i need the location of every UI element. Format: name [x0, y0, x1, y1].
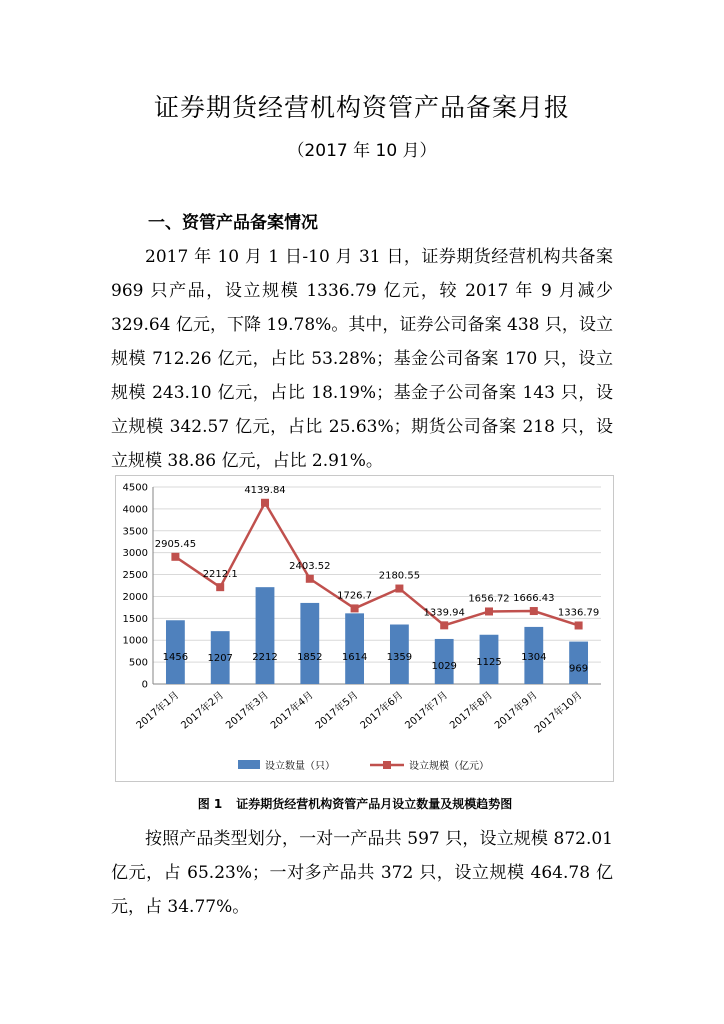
document-title: 证券期货经营机构资管产品备案月报 [153, 93, 570, 122]
paragraph-product-types: 按照产品类型划分，一对一产品共 597 只，设立规模 872.01 亿元，占 65.23%；一对多产品共 372 只，设立规模 464.78 亿元，占 34.77%。 [111, 829, 613, 917]
bar-data-label: 1359 [386, 652, 413, 664]
x-tick-label: 2017年1月 [134, 689, 182, 732]
bar-data-label: 1614 [341, 652, 368, 664]
y-tick-label: 3000 [122, 548, 148, 560]
bar-data-label: 1029 [431, 660, 457, 672]
y-tick-label: 4000 [122, 504, 148, 516]
line-marker [351, 604, 359, 612]
line-marker [216, 583, 224, 591]
bar-data-label: 969 [569, 663, 589, 675]
x-tick-label: 2017年4月 [268, 689, 316, 732]
section-heading: 一、资管产品备案情况 [148, 213, 318, 233]
bar-data-label: 1125 [476, 656, 502, 668]
line-marker [395, 585, 403, 593]
line-data-label: 1666.43 [513, 593, 555, 605]
line-data-label: 1656.72 [468, 593, 510, 605]
figure-caption-text: 证券期货经营机构资管产品月设立数量及规模趋势图 [236, 797, 513, 811]
y-tick-label: 500 [128, 657, 148, 669]
x-tick-label: 2017年7月 [403, 689, 451, 732]
x-tick-label: 2017年10月 [532, 689, 585, 736]
line-marker [440, 621, 448, 629]
x-tick-label: 2017年8月 [448, 689, 495, 732]
line-data-label: 2180.55 [378, 570, 421, 582]
line-data-label: 1339.94 [423, 607, 465, 619]
line-data-label: 2212.1 [202, 569, 238, 581]
line-data-label: 1726.7 [337, 590, 373, 602]
bar-data-label: 2212 [252, 652, 278, 664]
line-marker [530, 607, 538, 615]
bar-data-label: 1852 [297, 652, 323, 664]
line-data-label: 2905.45 [154, 538, 197, 550]
legend-bar-swatch [238, 760, 260, 769]
legend-line-label: 设立规模（亿元） [409, 761, 489, 772]
y-tick-label: 1000 [122, 635, 148, 647]
legend-line-marker [383, 761, 391, 769]
line-marker [485, 607, 493, 615]
x-tick-label: 2017年9月 [492, 689, 540, 732]
figure-caption [0, 795, 724, 812]
bar [300, 603, 319, 684]
document-subtitle: （2017 年 10 月） [287, 141, 437, 161]
line-data-label: 4139.84 [244, 484, 286, 496]
y-tick-label: 4500 [122, 482, 148, 494]
bar-data-label: 1207 [207, 653, 233, 665]
y-tick-label: 2500 [122, 570, 148, 582]
y-tick-label: 0 [141, 679, 148, 691]
x-tick-label: 2017年6月 [358, 689, 406, 732]
line-data-label: 2403.52 [289, 560, 331, 572]
paragraph-summary: 2017 年 10 月 1 日-10 月 31 日，证券期货经营机构共备案 969 只产品，设立规模 1336.79 亿元，较 2017 年 9 月减少 329.64 亿元，下降 19.78%。其中，证券公司备案 438 只，设立规模 712.26 亿元，占比 53.28%；基金公司备案 170 只，设立规模 243.10 亿元，占比 18.19%；基金子公司备案 143 只，设立规模 342.57 亿元，占比 25.63%；期货公司备案 218 只，设立规模 38.86 亿元，占比 2.91%。 [111, 247, 613, 471]
x-tick-label: 2017年5月 [313, 689, 361, 732]
line-marker [306, 575, 314, 583]
y-tick-label: 2000 [122, 591, 148, 603]
legend-bar-label: 设立数量（只） [265, 761, 335, 772]
bar [256, 587, 275, 684]
line-marker [171, 553, 179, 561]
bar [345, 613, 364, 684]
line-data-label: 1336.79 [557, 607, 600, 619]
bar-data-label: 1304 [521, 652, 547, 664]
figure-label: 图 1 [197, 797, 223, 811]
y-tick-label: 3500 [122, 526, 148, 538]
x-tick-label: 2017年2月 [179, 689, 227, 732]
line-series [175, 503, 578, 626]
chart-container [115, 475, 614, 782]
line-marker [261, 499, 269, 507]
x-tick-label: 2017年3月 [224, 689, 271, 732]
line-marker [575, 621, 583, 629]
bar-data-label: 1456 [162, 652, 189, 664]
y-tick-label: 1500 [122, 613, 148, 625]
bar-line-chart [116, 476, 615, 783]
